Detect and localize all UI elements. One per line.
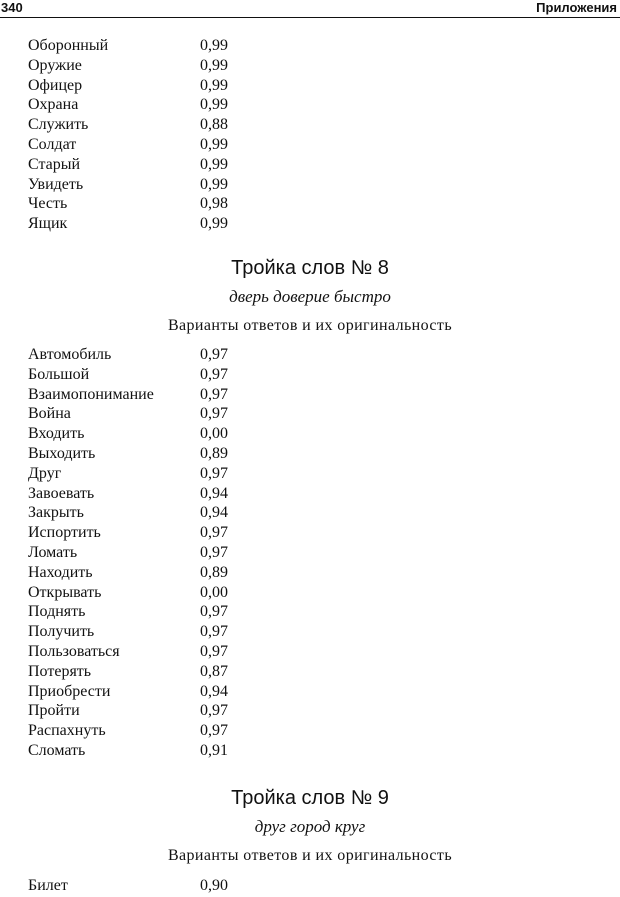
list-item (28, 503, 288, 523)
word: Выходить (28, 444, 96, 462)
originality-value: 0,89 (200, 444, 228, 462)
originality-value: 0,89 (200, 563, 228, 581)
word: Солдат (28, 135, 77, 153)
list-item (28, 385, 288, 405)
word: Взаимопонимание (28, 385, 154, 403)
word: Открывать (28, 583, 102, 601)
word: Охрана (28, 96, 79, 114)
originality-value: 0,90 (200, 877, 228, 894)
originality-value: 0,91 (200, 741, 228, 759)
word: Честь (28, 195, 68, 213)
list-item (28, 214, 288, 234)
list-item (28, 876, 288, 896)
originality-value: 0,97 (200, 346, 228, 363)
list-item (28, 56, 288, 76)
list-item (28, 583, 288, 603)
originality-value: 0,88 (200, 116, 228, 134)
running-head: Приложения (536, 0, 617, 15)
list-item (28, 424, 288, 444)
word: Увидеть (28, 175, 84, 193)
originality-value: 0,87 (200, 662, 228, 680)
word: Оружие (28, 56, 82, 74)
list-item (28, 602, 288, 622)
originality-value: 0,98 (200, 195, 228, 213)
word: Находить (28, 563, 93, 581)
originality-value: 0,97 (200, 623, 228, 641)
originality-value: 0,97 (200, 603, 228, 621)
list-item (28, 642, 288, 662)
list-item (28, 523, 288, 543)
section-8-triple: дверь доверие быстро (229, 287, 391, 306)
word: Ящик (28, 215, 68, 233)
originality-value: 0,99 (200, 155, 228, 173)
word: Автомобиль (28, 346, 112, 363)
originality-value: 0,99 (200, 135, 228, 153)
section-8-word-list (28, 345, 288, 761)
section-8-title: Тройка слов № 8 (231, 257, 389, 279)
list-item (28, 365, 288, 385)
originality-value: 0,00 (200, 583, 228, 601)
section-9-word-list (28, 876, 288, 896)
list-item (28, 345, 288, 365)
originality-value: 0,94 (200, 682, 228, 700)
list-item (28, 622, 288, 642)
list-item (28, 115, 288, 135)
section-9-triple: друг город круг (254, 817, 366, 836)
list-item (28, 36, 288, 56)
word: Ломать (28, 543, 78, 561)
word: Входить (28, 425, 85, 443)
list-item (28, 741, 288, 761)
word: Служить (28, 116, 89, 134)
originality-value: 0,97 (200, 524, 228, 542)
page-number: 340 (1, 0, 23, 15)
list-item (28, 662, 288, 682)
word: Сломать (28, 741, 86, 759)
word: Приобрести (28, 682, 111, 700)
list-item (28, 721, 288, 741)
originality-value: 0,97 (200, 464, 228, 482)
word: Большой (28, 365, 90, 383)
word: Испортить (28, 524, 101, 542)
originality-value: 0,00 (200, 425, 228, 443)
originality-value: 0,99 (200, 56, 228, 74)
list-item (28, 194, 288, 214)
list-item (28, 135, 288, 155)
word: Потерять (28, 662, 92, 680)
word: Старый (28, 155, 81, 173)
section-9-title: Тройка слов № 9 (231, 787, 389, 809)
list-item (28, 155, 288, 175)
word: Оборонный (28, 37, 109, 54)
word: Пройти (28, 702, 80, 720)
word: Распахнуть (28, 722, 106, 740)
list-item (28, 484, 288, 504)
section-9-subtitle: Варианты ответов и их оригинальность (167, 847, 453, 864)
word: Офицер (28, 76, 83, 94)
list-item (28, 95, 288, 115)
originality-value: 0,97 (200, 722, 228, 740)
word: Получить (28, 623, 95, 641)
word: Пользоваться (28, 642, 120, 660)
word: Друг (28, 464, 62, 482)
word: Война (28, 405, 71, 423)
list-item (28, 404, 288, 424)
list-item (28, 175, 288, 195)
list-item (28, 76, 288, 96)
originality-value: 0,97 (200, 385, 228, 403)
originality-value: 0,99 (200, 37, 228, 54)
word-list-continued (28, 36, 288, 234)
list-item (28, 682, 288, 702)
word: Закрыть (28, 504, 84, 522)
list-item (28, 444, 288, 464)
originality-value: 0,97 (200, 365, 228, 383)
originality-value: 0,94 (200, 484, 228, 502)
word: Поднять (28, 603, 86, 621)
page-header (0, 0, 620, 18)
word: Завоевать (28, 484, 95, 502)
originality-value: 0,99 (200, 96, 228, 114)
originality-value: 0,97 (200, 543, 228, 561)
originality-value: 0,99 (200, 76, 228, 94)
section-8-subtitle: Варианты ответов и их оригинальность (167, 317, 453, 334)
originality-value: 0,94 (200, 504, 228, 522)
list-item (28, 701, 288, 721)
originality-value: 0,99 (200, 215, 228, 233)
originality-value: 0,99 (200, 175, 228, 193)
originality-value: 0,97 (200, 405, 228, 423)
list-item (28, 543, 288, 563)
list-item (28, 464, 288, 484)
originality-value: 0,97 (200, 702, 228, 720)
list-item (28, 563, 288, 583)
word: Билет (28, 877, 68, 894)
originality-value: 0,97 (200, 642, 228, 660)
